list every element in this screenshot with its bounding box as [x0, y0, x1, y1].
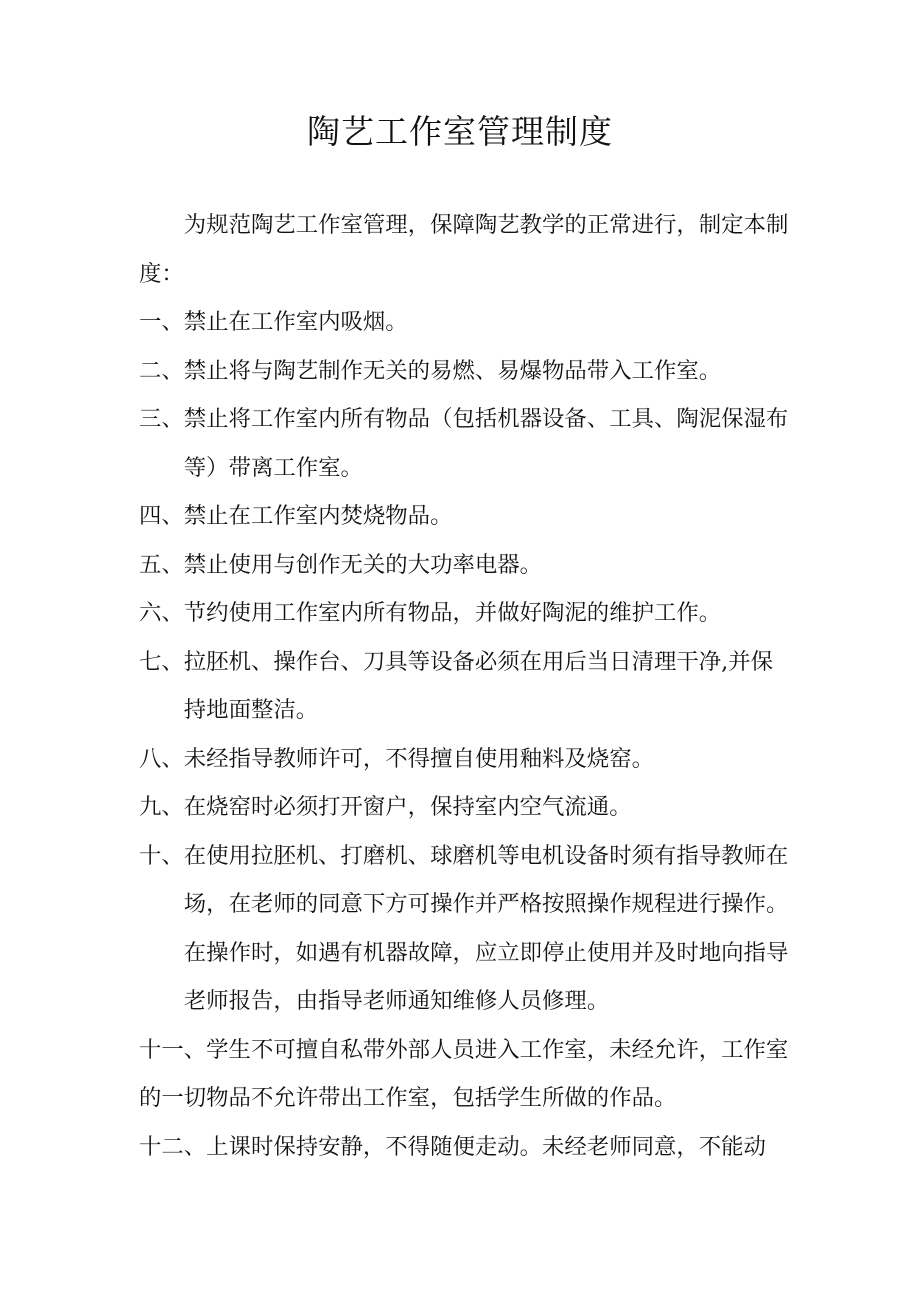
- rule-number: 十二、: [139, 1133, 207, 1160]
- rule-number: 三、: [139, 406, 184, 432]
- rule-text: 学生不可擅自私带外部人员进入工作室，未经允许，工作室的一切物品不允许带出工作室，包括学生所做的作品。: [139, 1036, 789, 1111]
- rule-text: 在烧窑时必须打开窗户，保持室内空气流通。: [183, 794, 632, 820]
- rule-item: [139, 589, 789, 638]
- rule-item: [139, 1123, 789, 1172]
- document-title: 陶艺工作室管理制度: [307, 112, 613, 151]
- intro-paragraph: 为规范陶艺工作室管理，保障陶艺教学的正常进行，制定本制度：: [139, 212, 789, 287]
- rule-text: 节约使用工作室内所有物品，并做好陶泥的维护工作。: [183, 600, 722, 626]
- rule-number: 二、: [139, 357, 184, 384]
- rule-number: 十、: [139, 842, 184, 869]
- rule-number: 五、: [139, 551, 184, 578]
- rule-number: 九、: [139, 794, 184, 820]
- rule-item: [139, 783, 789, 832]
- rule-text: 禁止将工作室内所有物品（包括机器设备、工具、陶泥保湿布等）带离工作室。: [183, 406, 789, 481]
- rule-number: 八、: [139, 745, 184, 772]
- rule-item: [139, 347, 789, 396]
- rule-text: 在使用拉胚机、打磨机、球磨机等电机设备时须有指导教师在场，在老师的同意下方可操作并严格按照操作规程进行操作。在操作时，如遇有机器故障，应立即停止使用并及时地向指导老师报告，由指导老师通知维修人员修理。: [183, 842, 789, 1014]
- rule-number: 六、: [139, 600, 184, 626]
- rule-item: [139, 638, 789, 735]
- rule-text: 禁止在工作室内吸烟。: [183, 309, 408, 335]
- rule-text: 未经指导教师许可，不得擅自使用釉料及烧窑。: [183, 745, 654, 772]
- rule-text: 禁止将与陶艺制作无关的易燃、易爆物品带入工作室。: [183, 357, 722, 384]
- rule-number: 七、: [139, 648, 184, 675]
- rule-number: 十一、: [139, 1036, 207, 1063]
- rule-item: [139, 832, 789, 1026]
- rule-item: [139, 541, 789, 590]
- rule-item: [139, 735, 789, 784]
- rule-text: 禁止使用与创作无关的大功率电器。: [183, 551, 543, 578]
- document-body: [139, 201, 789, 1171]
- rule-text: 禁止在工作室内焚烧物品。: [183, 503, 453, 529]
- rule-number: 一、: [139, 309, 184, 335]
- rule-item: [139, 492, 789, 541]
- rule-item: [139, 298, 789, 347]
- rule-item: [139, 395, 789, 492]
- rule-number: 四、: [139, 503, 184, 529]
- rule-item: [139, 1026, 789, 1123]
- rule-text: 拉胚机、操作台、刀具等设备必须在用后当日清理干净,并保持地面整洁。: [183, 648, 774, 723]
- rule-text: 上课时保持安静，不得随便走动。未经老师同意，不能动: [206, 1133, 766, 1160]
